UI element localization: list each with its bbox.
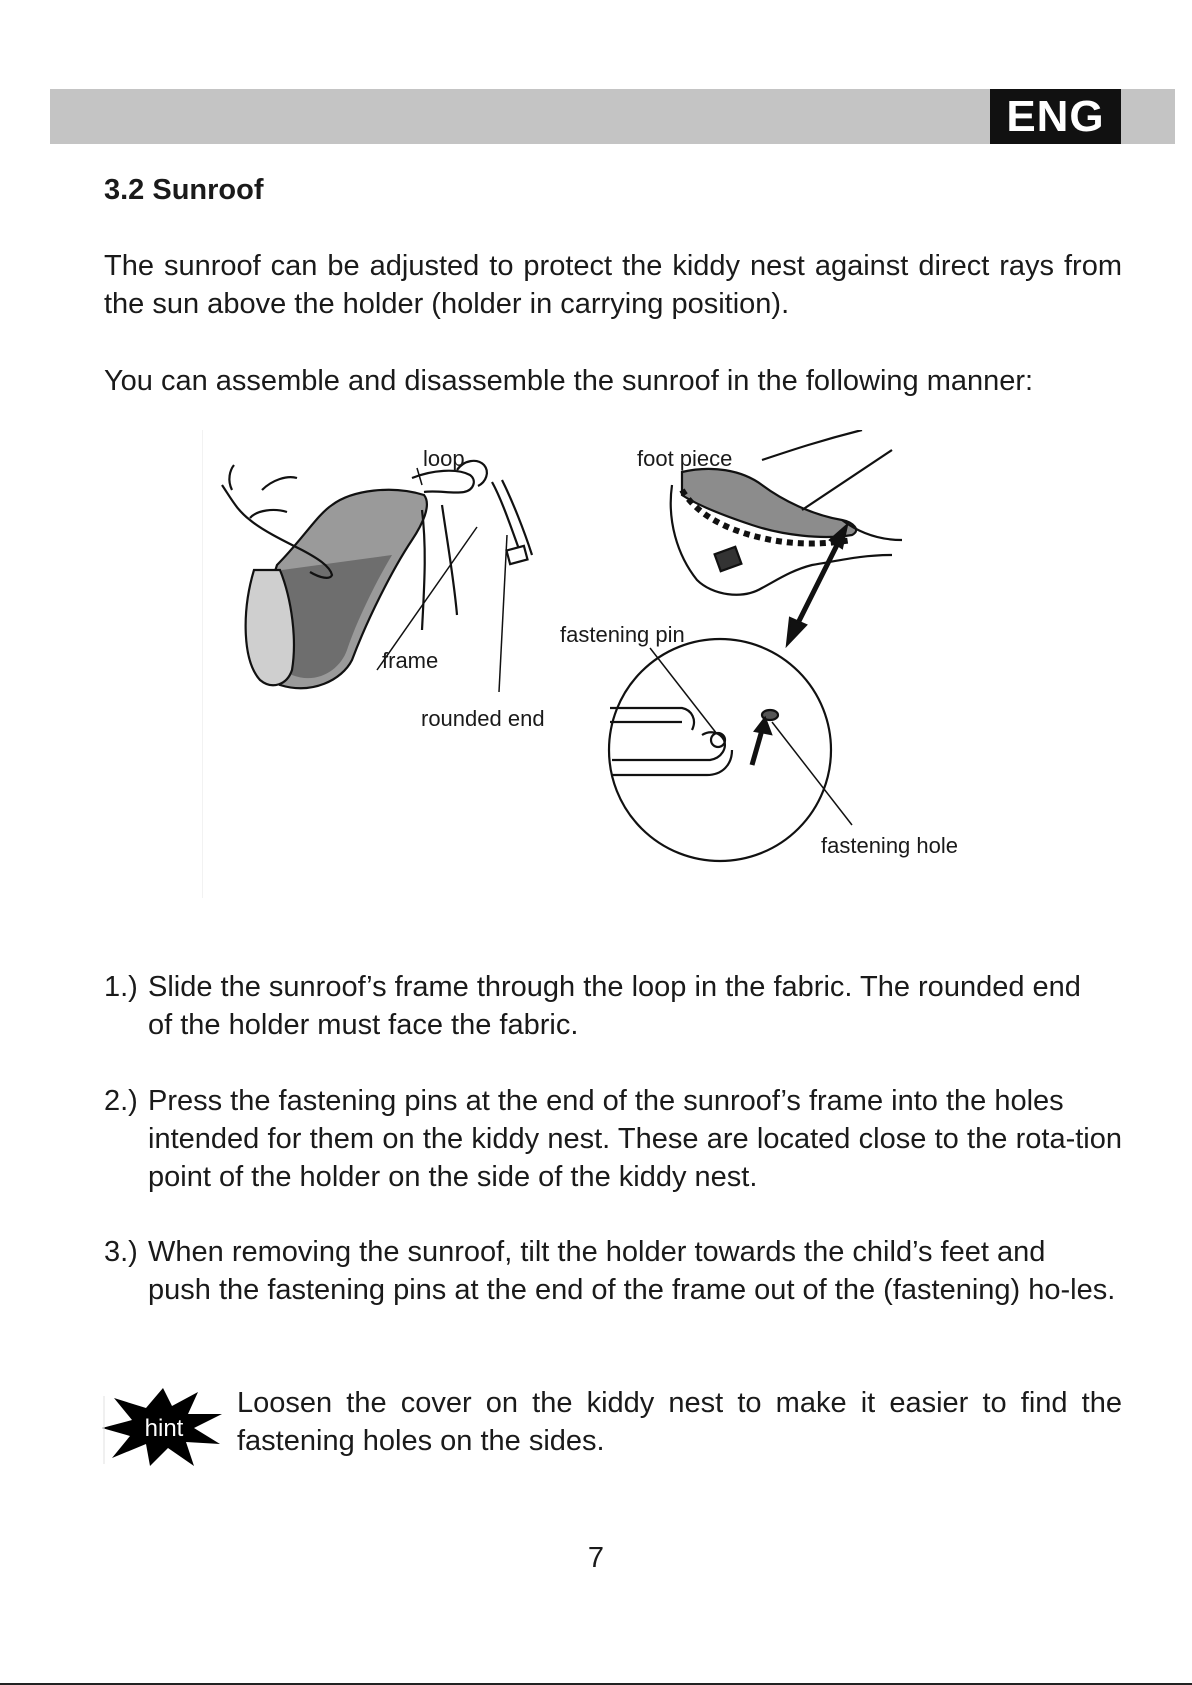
step-2 (104, 1082, 1122, 1196)
intro-paragraph: The sunroof can be adjusted to protect the kiddy nest against direct rays from the sun above the holder (holder in carrying position). (104, 250, 1122, 320)
hint-text: Loosen the cover on the kiddy nest to make it easier to find the fastening holes on the sides. (237, 1387, 1122, 1457)
section-title: 3.2 Sunroof (104, 174, 264, 206)
hint-star-icon (102, 1386, 224, 1468)
step-number: 1.) (104, 971, 138, 1003)
sunroof-illustration (202, 430, 992, 898)
label-foot-piece: foot piece (637, 446, 733, 471)
magnified-detail-drawing (609, 639, 852, 861)
label-frame: frame (382, 648, 439, 673)
label-fastening-pin: fastening pin (560, 622, 685, 647)
step-number: 2.) (104, 1085, 138, 1117)
step-text-rest: push the fastening pins at the end of the frame out of the (fastening) ho-les. (148, 1274, 1116, 1306)
step-text-first-line: Press the fastening pins at the end of the sunroof’s frame into the holes (148, 1085, 1064, 1117)
step-3 (104, 1233, 1122, 1309)
sunroof-drawing (202, 430, 992, 898)
hint-badge-text: hint (144, 1415, 184, 1442)
page-number: 7 (587, 1542, 605, 1574)
label-fastening-hole: fastening hole (821, 833, 958, 858)
step-1 (104, 968, 1122, 1044)
step-text-first-line: When removing the sunroof, tilt the holder towards the child’s feet and (148, 1236, 1046, 1268)
language-badge: ENG (990, 89, 1121, 144)
step-text-rest: of the holder must face the fabric. (148, 1009, 579, 1041)
label-rounded-end: rounded end (421, 706, 545, 731)
hands-fabric-drawing (222, 461, 532, 692)
assemble-paragraph: You can assemble and disassemble the sunroof in the following manner: (104, 365, 1034, 397)
step-text-rest: intended for them on the kiddy nest. These are located close to the rota-tion point of the holder on the side of the kiddy nest. (148, 1123, 1122, 1193)
step-text-first-line: Slide the sunroof’s frame through the loop in the fabric. The rounded end (148, 971, 1081, 1003)
step-number: 3.) (104, 1236, 138, 1268)
label-loop: loop (423, 446, 465, 471)
